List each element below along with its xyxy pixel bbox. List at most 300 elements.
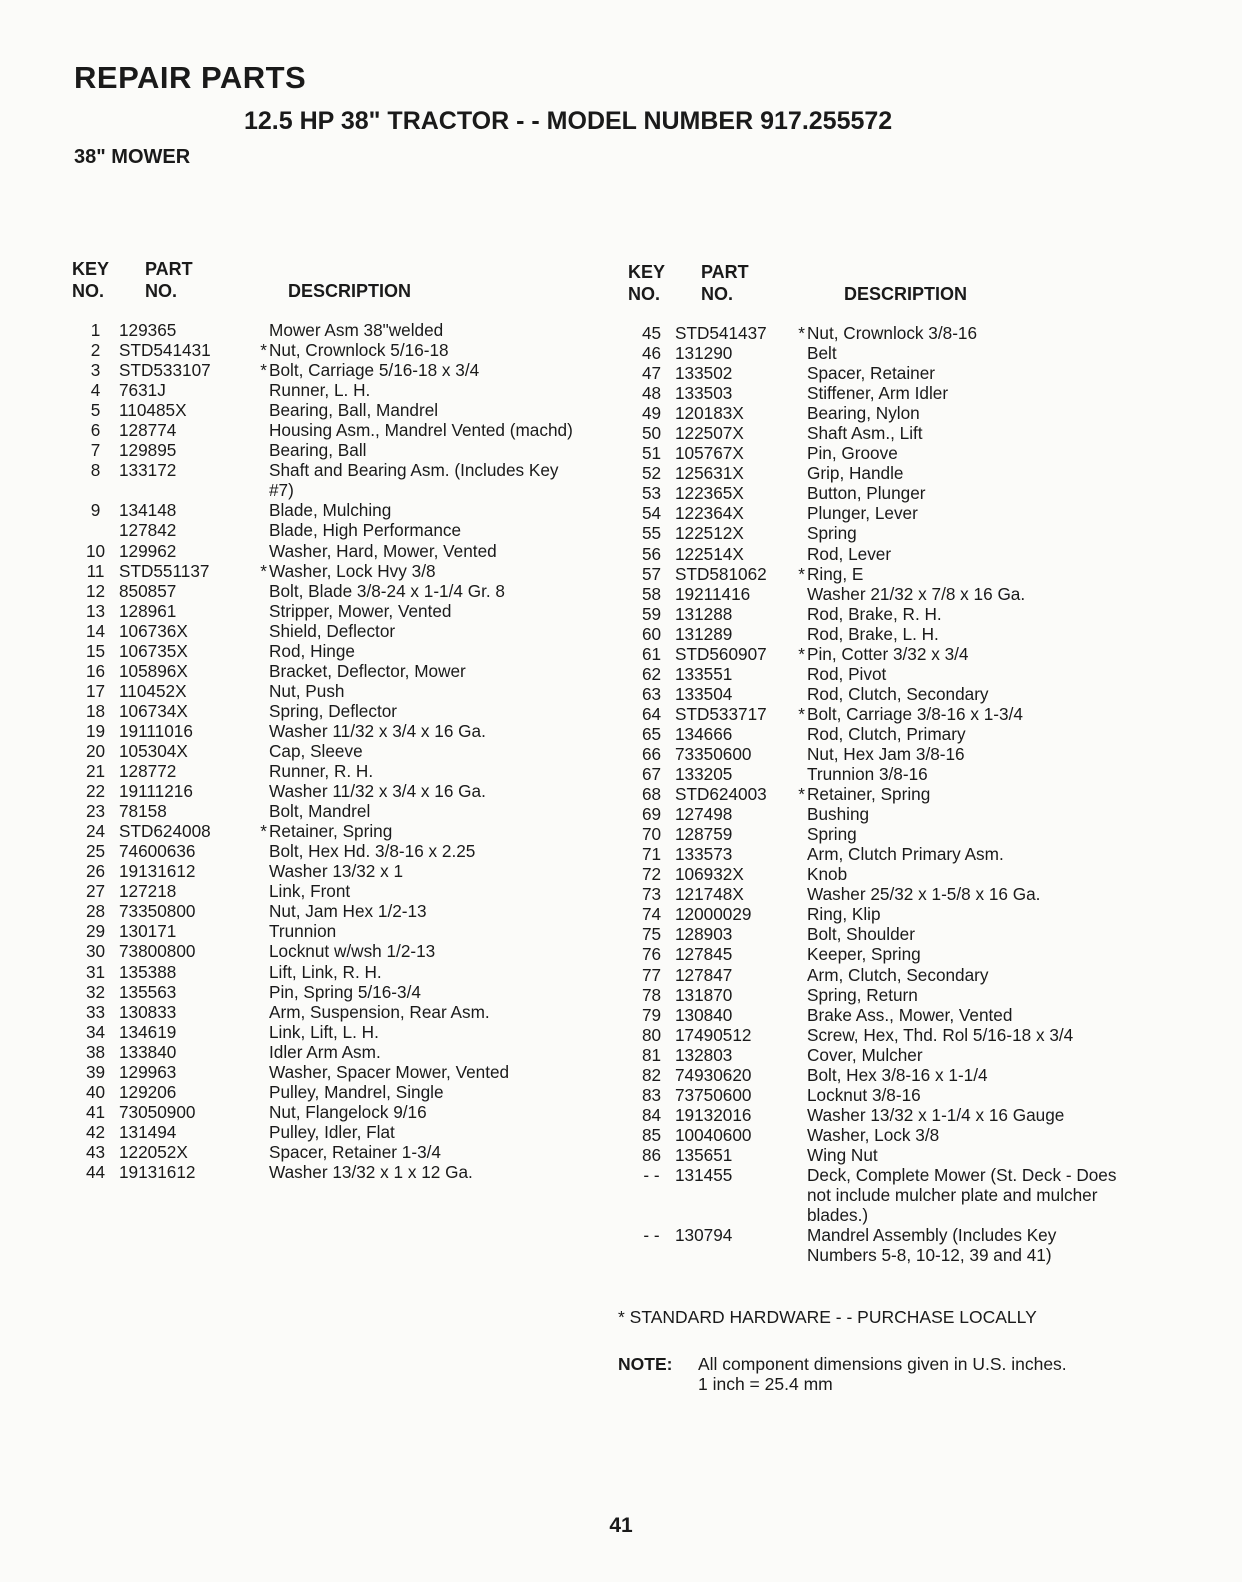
key-number: 85 xyxy=(641,1124,662,1145)
part-description: Pin, Spring 5/16-3/4 xyxy=(269,981,421,1002)
part-number: 12000029 xyxy=(675,904,752,925)
part-description: Rod, Clutch, Secondary xyxy=(807,683,989,704)
part-number: 130840 xyxy=(675,1004,733,1025)
part-number: 133504 xyxy=(675,683,733,704)
key-number: 34 xyxy=(85,1021,106,1042)
part-number: 128772 xyxy=(119,761,177,782)
standard-hardware-mark xyxy=(791,1085,807,1105)
part-row xyxy=(628,403,1188,423)
part-row xyxy=(628,1025,1188,1045)
key-number: 11 xyxy=(86,560,105,581)
part-number: 73800800 xyxy=(119,941,196,962)
key-number: 22 xyxy=(85,781,106,802)
part-row xyxy=(72,1162,612,1182)
part-description: Grip, Handle xyxy=(807,463,904,484)
part-description: Housing Asm., Mandrel Vented (machd) xyxy=(269,420,573,441)
standard-hardware-mark xyxy=(791,904,807,924)
key-number: 62 xyxy=(641,663,662,684)
key-number: 7 xyxy=(90,440,101,461)
part-number: 131494 xyxy=(119,1121,177,1142)
part-description: Rod, Pivot xyxy=(807,663,887,684)
part-row xyxy=(628,744,1188,764)
part-header-line1: PART xyxy=(701,262,749,282)
part-number: 19132016 xyxy=(675,1104,752,1125)
key-number: 57 xyxy=(641,563,662,584)
part-row xyxy=(72,1062,612,1082)
part-description: Washer, Spacer Mower, Vented xyxy=(269,1061,510,1082)
part-number: 19111016 xyxy=(119,720,193,741)
part-description: Stiffener, Arm Idler xyxy=(807,383,949,404)
part-header-line2: NO. xyxy=(701,284,734,304)
part-description: Pulley, Idler, Flat xyxy=(269,1121,395,1142)
part-row xyxy=(628,1085,1188,1105)
standard-hardware-mark xyxy=(253,1122,269,1142)
key-number: 84 xyxy=(641,1104,662,1125)
part-row xyxy=(628,824,1188,844)
part-description: Spring, Deflector xyxy=(269,700,398,721)
part-number: 127842 xyxy=(119,520,177,541)
part-number: 127847 xyxy=(675,964,733,985)
part-number: 121748X xyxy=(675,884,744,905)
key-number: 38 xyxy=(85,1041,106,1062)
part-description: Washer, Lock Hvy 3/8 xyxy=(269,560,436,581)
part-description: Bearing, Ball xyxy=(269,440,367,461)
part-number: 74930620 xyxy=(675,1064,752,1085)
part-number: 135563 xyxy=(119,981,177,1002)
part-row xyxy=(628,1225,1188,1265)
part-number: STD624003 xyxy=(675,784,767,805)
key-number: 43 xyxy=(85,1141,106,1162)
page-title: REPAIR PARTS xyxy=(74,60,307,95)
part-number: 106736X xyxy=(119,620,188,641)
parts-list-right xyxy=(628,261,1188,1265)
standard-hardware-mark xyxy=(253,861,269,881)
part-row xyxy=(628,684,1188,704)
part-description: Washer 13/32 x 1 xyxy=(269,861,404,882)
part-number: 127845 xyxy=(675,944,733,965)
part-description: Washer 13/32 x 1 x 12 Ga. xyxy=(269,1161,473,1182)
part-row xyxy=(72,721,612,741)
key-number: 27 xyxy=(85,881,106,902)
part-row xyxy=(628,383,1188,403)
standard-hardware-mark xyxy=(791,503,807,523)
standard-hardware-mark xyxy=(791,423,807,443)
part-description: Bolt, Shoulder xyxy=(807,924,915,945)
standard-hardware-mark xyxy=(791,864,807,884)
part-description: Rod, Clutch, Primary xyxy=(807,723,966,744)
part-number: 105767X xyxy=(675,443,744,464)
key-number: 13 xyxy=(85,600,106,621)
key-number: 60 xyxy=(641,623,662,644)
part-row xyxy=(628,443,1188,463)
part-number: 133205 xyxy=(675,764,733,785)
part-row xyxy=(72,841,612,861)
part-header-line2: NO. xyxy=(145,281,178,301)
key-number: 16 xyxy=(85,660,106,681)
part-description: Nut, Crownlock 5/16-18 xyxy=(269,340,449,361)
parts-rows-right xyxy=(628,323,1188,1265)
key-number: 79 xyxy=(641,1004,662,1025)
part-number: 122507X xyxy=(675,423,744,444)
key-number: 2 xyxy=(90,340,101,361)
part-number: 120183X xyxy=(675,403,744,424)
part-description: Bolt, Blade 3/8-24 x 1-1/4 Gr. 8 xyxy=(269,580,505,601)
standard-hardware-mark xyxy=(253,1062,269,1082)
key-number: 31 xyxy=(85,961,106,982)
part-row xyxy=(72,781,612,801)
key-number: 32 xyxy=(85,981,106,1002)
standard-hardware-mark xyxy=(253,641,269,661)
part-description: Button, Plunger xyxy=(807,483,926,504)
standard-hardware-mark xyxy=(791,824,807,844)
part-description: Shaft and Bearing Asm. (Includes Key #7) xyxy=(269,460,559,501)
key-number: 58 xyxy=(641,583,662,604)
part-description: Rod, Brake, L. H. xyxy=(807,623,939,644)
part-row xyxy=(72,601,612,621)
standard-hardware-mark xyxy=(253,581,269,601)
key-number: 59 xyxy=(641,603,662,624)
part-row xyxy=(628,544,1188,564)
part-row xyxy=(628,864,1188,884)
key-header-line1: KEY xyxy=(72,259,110,279)
part-row xyxy=(628,904,1188,924)
part-description: Deck, Complete Mower (St. Deck - Does not include mulcher plate and mulcher blades.) xyxy=(807,1164,1117,1226)
part-row xyxy=(72,641,612,661)
part-description: Locknut w/wsh 1/2-13 xyxy=(269,941,436,962)
part-row xyxy=(72,1122,612,1142)
part-description: Rod, Hinge xyxy=(269,640,355,661)
standard-hardware-mark xyxy=(791,1065,807,1085)
part-row xyxy=(628,1065,1188,1085)
part-number: 133551 xyxy=(675,663,733,684)
standard-hardware-mark xyxy=(253,661,269,681)
part-number: 122364X xyxy=(675,503,744,524)
column-headers-left xyxy=(72,258,612,320)
note-line-1: All component dimensions given in U.S. inches. xyxy=(698,1354,1067,1374)
key-number: 64 xyxy=(641,703,662,724)
part-row xyxy=(628,503,1188,523)
part-row xyxy=(628,764,1188,784)
part-number: 130171 xyxy=(119,921,177,942)
standard-hardware-mark xyxy=(791,884,807,904)
standard-hardware-mark xyxy=(253,901,269,921)
part-number: 134148 xyxy=(119,500,177,521)
key-number: 49 xyxy=(641,403,662,424)
part-row xyxy=(72,901,612,921)
part-row xyxy=(72,962,612,982)
standard-hardware-mark xyxy=(253,400,269,420)
part-description: Link, Front xyxy=(269,881,351,902)
standard-hardware-mark xyxy=(253,1102,269,1122)
part-description: Bolt, Carriage 3/8-16 x 1-3/4 xyxy=(807,703,1023,724)
key-number: 71 xyxy=(641,844,662,865)
part-row xyxy=(72,460,612,500)
part-description: Arm, Clutch Primary Asm. xyxy=(807,844,1004,865)
part-description: Shaft Asm., Lift xyxy=(807,423,923,444)
part-description: Arm, Clutch, Secondary xyxy=(807,964,989,985)
key-number: 4 xyxy=(90,380,101,401)
part-number: 132803 xyxy=(675,1044,733,1065)
standard-hardware-mark xyxy=(253,982,269,1002)
standard-hardware-mark xyxy=(253,1002,269,1022)
part-description: Plunger, Lever xyxy=(807,503,918,524)
part-row xyxy=(628,664,1188,684)
part-number: 19131612 xyxy=(119,1161,196,1182)
part-row xyxy=(628,584,1188,604)
key-number: 47 xyxy=(641,363,662,384)
standard-hardware-mark xyxy=(253,601,269,621)
standard-hardware-mark xyxy=(253,1082,269,1102)
standard-hardware-mark xyxy=(791,764,807,784)
standard-hardware-mark: * xyxy=(798,643,805,664)
standard-hardware-mark xyxy=(791,523,807,543)
part-row xyxy=(72,941,612,961)
part-number: 10040600 xyxy=(675,1124,752,1145)
part-row xyxy=(72,440,612,460)
part-description: Cap, Sleeve xyxy=(269,740,363,761)
part-number: 129962 xyxy=(119,540,177,561)
part-number: STD541437 xyxy=(675,323,767,343)
part-number: 122514X xyxy=(675,543,744,564)
part-row xyxy=(72,741,612,761)
part-number: 129963 xyxy=(119,1061,177,1082)
key-header-line2: NO. xyxy=(628,284,661,304)
part-number: 73350600 xyxy=(675,743,752,764)
standard-hardware-mark xyxy=(791,1165,807,1225)
key-number: 52 xyxy=(641,463,662,484)
standard-hardware-mark xyxy=(253,420,269,440)
part-row xyxy=(72,420,612,440)
key-number: 69 xyxy=(641,804,662,825)
part-description: Washer 21/32 x 7/8 x 16 Ga. xyxy=(807,583,1026,604)
part-row xyxy=(628,644,1188,664)
part-row xyxy=(628,1005,1188,1025)
part-number: 850857 xyxy=(119,580,177,601)
note-label: NOTE: xyxy=(618,1354,673,1374)
key-number: 19 xyxy=(85,720,106,741)
part-number: 128903 xyxy=(675,924,733,945)
parts-rows-left xyxy=(72,320,612,1182)
standard-hardware-mark: * xyxy=(798,323,805,343)
key-number: 72 xyxy=(641,864,662,885)
key-header-line2: NO. xyxy=(72,281,105,301)
key-number: 25 xyxy=(85,841,106,862)
part-row xyxy=(72,661,612,681)
part-description: Stripper, Mower, Vented xyxy=(269,600,452,621)
part-description: Bolt, Carriage 5/16-18 x 3/4 xyxy=(269,360,480,381)
standard-hardware-mark xyxy=(253,440,269,460)
part-description: Shield, Deflector xyxy=(269,620,396,641)
part-row xyxy=(72,621,612,641)
part-description: Blade, High Performance xyxy=(269,520,462,541)
standard-hardware-mark xyxy=(253,1022,269,1042)
key-number: 86 xyxy=(641,1144,662,1165)
key-number: 74 xyxy=(641,904,662,925)
standard-hardware-mark xyxy=(791,724,807,744)
part-description: Spring xyxy=(807,824,857,845)
key-number: 44 xyxy=(85,1161,106,1182)
part-number: 128961 xyxy=(119,600,177,621)
part-row xyxy=(72,340,612,360)
part-row xyxy=(72,360,612,380)
part-row xyxy=(628,323,1188,343)
standard-hardware-mark xyxy=(791,483,807,503)
part-row xyxy=(72,1042,612,1062)
part-number: 134619 xyxy=(119,1021,177,1042)
part-description: Nut, Hex Jam 3/8-16 xyxy=(807,743,965,764)
key-number: 56 xyxy=(641,543,662,564)
part-number: 19111216 xyxy=(119,781,193,802)
key-number: 6 xyxy=(90,420,101,441)
part-description: Arm, Suspension, Rear Asm. xyxy=(269,1001,490,1022)
key-number: 75 xyxy=(641,924,662,945)
part-description: Pin, Cotter 3/32 x 3/4 xyxy=(807,643,969,664)
key-number: 68 xyxy=(641,784,662,805)
part-description: Brake Ass., Mower, Vented xyxy=(807,1004,1013,1025)
key-number: 80 xyxy=(641,1024,662,1045)
standard-hardware-mark: * xyxy=(260,360,267,381)
part-row xyxy=(72,520,612,540)
part-description: Nut, Jam Hex 1/2-13 xyxy=(269,901,427,922)
part-number: 122512X xyxy=(675,523,744,544)
standard-hardware-mark: * xyxy=(798,563,805,584)
part-number: 110452X xyxy=(119,680,187,701)
part-number: 106735X xyxy=(119,640,188,661)
standard-hardware-mark xyxy=(791,1025,807,1045)
key-number: 24 xyxy=(85,821,106,842)
description-header: DESCRIPTION xyxy=(844,284,968,304)
key-number: 65 xyxy=(641,723,662,744)
standard-hardware-mark xyxy=(253,701,269,721)
standard-hardware-mark xyxy=(791,1105,807,1125)
part-description: Spacer, Retainer xyxy=(807,363,936,384)
part-number: 130833 xyxy=(119,1001,177,1022)
key-number: 46 xyxy=(641,343,662,364)
part-row xyxy=(72,1142,612,1162)
part-number: 78158 xyxy=(119,801,167,822)
part-number: STD533717 xyxy=(675,703,767,724)
part-description: Spring, Return xyxy=(807,984,918,1005)
standard-hardware-mark xyxy=(791,403,807,423)
part-number: 19131612 xyxy=(119,861,196,882)
key-number: 42 xyxy=(85,1121,106,1142)
part-row xyxy=(628,704,1188,724)
key-number: 3 xyxy=(90,360,101,381)
part-description: Idler Arm Asm. xyxy=(269,1041,381,1062)
key-number: 10 xyxy=(85,540,106,561)
key-number: 66 xyxy=(641,743,662,764)
part-description: Nut, Push xyxy=(269,680,345,701)
key-number: 1 xyxy=(90,320,101,340)
key-number: 83 xyxy=(641,1084,662,1105)
key-number: 51 xyxy=(641,443,662,464)
standard-hardware-mark xyxy=(253,681,269,701)
standard-hardware-mark xyxy=(791,624,807,644)
part-row xyxy=(628,564,1188,584)
part-number: STD560907 xyxy=(675,643,767,664)
description-header: DESCRIPTION xyxy=(288,281,412,301)
part-row xyxy=(72,1022,612,1042)
part-description: Washer 11/32 x 3/4 x 16 Ga. xyxy=(269,720,486,741)
standard-hardware-mark xyxy=(791,584,807,604)
standard-hardware-mark xyxy=(253,541,269,561)
part-description: Retainer, Spring xyxy=(269,821,393,842)
part-row xyxy=(72,1082,612,1102)
part-row xyxy=(72,982,612,1002)
key-number: 78 xyxy=(641,984,662,1005)
standard-hardware-mark xyxy=(253,500,269,520)
part-row xyxy=(628,884,1188,904)
key-number: 30 xyxy=(85,941,106,962)
standard-hardware-mark xyxy=(253,721,269,741)
part-row xyxy=(628,423,1188,443)
key-number: 26 xyxy=(85,861,106,882)
standard-hardware-mark: * xyxy=(798,703,805,724)
part-number: 7631J xyxy=(119,380,166,401)
part-number: 133840 xyxy=(119,1041,177,1062)
standard-hardware-mark: * xyxy=(798,784,805,805)
part-row xyxy=(628,804,1188,824)
part-description: Bearing, Nylon xyxy=(807,403,920,424)
key-number: 39 xyxy=(85,1061,106,1082)
part-description: Bearing, Ball, Mandrel xyxy=(269,400,439,421)
note-line-2: 1 inch = 25.4 mm xyxy=(698,1374,833,1394)
part-row xyxy=(72,1102,612,1122)
key-number: 15 xyxy=(85,640,106,661)
part-row xyxy=(72,861,612,881)
standard-hardware-mark xyxy=(791,1045,807,1065)
part-description: Runner, R. H. xyxy=(269,761,374,782)
part-row xyxy=(628,944,1188,964)
part-number: STD541431 xyxy=(119,340,211,361)
part-description: Locknut 3/8-16 xyxy=(807,1084,921,1105)
part-description: Bracket, Deflector, Mower xyxy=(269,660,466,681)
note-text xyxy=(698,1354,1218,1394)
part-description: Ring, Klip xyxy=(807,904,881,925)
part-description: Washer, Lock 3/8 xyxy=(807,1124,940,1145)
standard-hardware-mark xyxy=(253,881,269,901)
model-subtitle: 12.5 HP 38" TRACTOR - - MODEL NUMBER 917.255572 xyxy=(244,107,893,135)
key-number xyxy=(72,520,119,540)
part-description: Spacer, Retainer 1-3/4 xyxy=(269,1141,441,1162)
part-number: 131289 xyxy=(675,623,733,644)
standard-hardware-mark: * xyxy=(260,821,267,842)
part-row xyxy=(72,881,612,901)
part-description: Washer, Hard, Mower, Vented xyxy=(269,540,497,561)
part-number: 133503 xyxy=(675,383,733,404)
part-row xyxy=(628,784,1188,804)
part-description: Runner, L. H. xyxy=(269,380,371,401)
standard-hardware-mark xyxy=(253,761,269,781)
part-number: 105896X xyxy=(119,660,188,681)
standard-hardware-mark xyxy=(791,463,807,483)
part-number: 73750600 xyxy=(675,1084,752,1105)
standard-hardware-mark xyxy=(791,363,807,383)
key-number: 5 xyxy=(90,400,101,421)
part-description: Blade, Mulching xyxy=(269,500,392,521)
key-number: 50 xyxy=(641,423,662,444)
part-number: STD624008 xyxy=(119,821,211,842)
part-row xyxy=(72,701,612,721)
part-number: 106932X xyxy=(675,864,744,885)
standard-hardware-mark xyxy=(253,921,269,941)
standard-hardware-mark xyxy=(791,1125,807,1145)
part-number: 122365X xyxy=(675,483,744,504)
key-number: 8 xyxy=(90,460,101,481)
part-description: Link, Lift, L. H. xyxy=(269,1021,379,1042)
key-number: 73 xyxy=(641,884,662,905)
standard-hardware-mark xyxy=(791,443,807,463)
